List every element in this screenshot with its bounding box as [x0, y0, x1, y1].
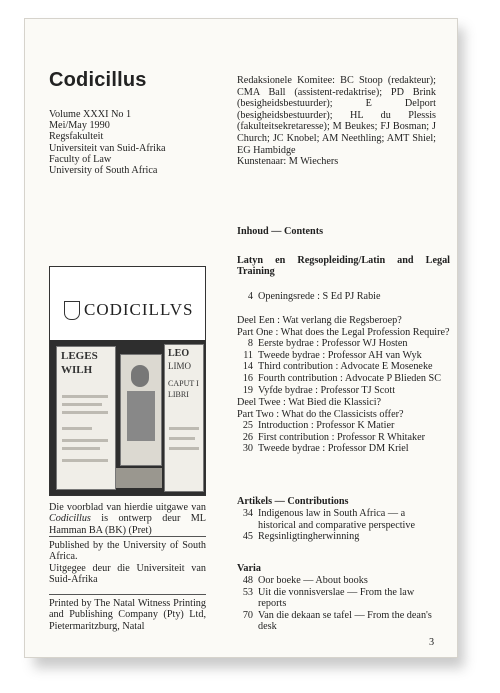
- page-number: 3: [429, 637, 435, 648]
- art-text-4: LIMO: [168, 361, 191, 371]
- divider: [49, 594, 206, 595]
- toc-entry: [237, 338, 452, 350]
- toc-entry: [237, 420, 452, 432]
- articles-list: [237, 508, 437, 543]
- art-text-5: CAPUT I: [168, 379, 199, 388]
- toc-entry-title: Regsinligtingherwinning: [258, 531, 360, 543]
- divider: [49, 536, 206, 537]
- art-text-2: WILH: [61, 364, 93, 376]
- contents-heading: Inhoud — Contents: [237, 226, 324, 237]
- committee-text: Redaksionele Komitee: BC Stoop (redakteur); CMA Ball (assistent-redaktrise); PD Brink (besigheidsbestuurder); E Delport (besigheidsbestuurder); HL du Plessis (fakulteitsekretaresse); M Beukes; FJ Bosman; J Church; JC Knobel; AM Neethling; AMT Shiel; EG Hambidge: [237, 75, 436, 156]
- art-text-6: LIBRI: [168, 390, 189, 399]
- masthead: [49, 109, 166, 176]
- toc-entry-title: Openingsrede : S Ed PJ Rabie: [258, 291, 381, 302]
- contents-list-intro: [237, 291, 452, 303]
- section-heading-latin: Latyn en Regsopleiding/Latin and Legal Training: [237, 255, 450, 278]
- toc-entry: [237, 587, 437, 610]
- toc-entry-title: Uit die vonnisverslae — From the law reports: [258, 586, 415, 610]
- artwork-figure-panel: [120, 354, 162, 466]
- art-text-1: LEGES: [61, 350, 98, 362]
- publisher-af: Uitgegee deur die Universiteit van Suid-Afrika: [49, 562, 206, 586]
- page-title: Codicillus: [49, 69, 147, 91]
- toc-page-number: 53: [242, 586, 253, 598]
- toc-page-number: 34: [242, 508, 253, 519]
- toc-entry: [237, 575, 437, 587]
- toc-entry-title: First contribution : Professor R Whitaker: [258, 431, 426, 443]
- toc-entry: [237, 385, 452, 397]
- toc-entry: [237, 443, 452, 455]
- toc-entry-title: Vyfde bydrae : Professor TJ Scott: [258, 384, 396, 396]
- university-af-line: Universiteit van Suid-Afrika: [49, 142, 166, 154]
- part-one: [237, 315, 452, 396]
- toc-entry: [237, 531, 437, 543]
- varia-list: [237, 575, 437, 633]
- toc-entry-title: Introduction : Professor K Matier: [258, 420, 395, 432]
- artwork-book-page-right: [164, 344, 204, 492]
- publisher-en: Published by the University of South Africa.: [49, 540, 206, 563]
- cover-artwork: [50, 340, 205, 495]
- toc-entry: [237, 508, 437, 531]
- toc-page-number: 45: [242, 531, 253, 543]
- part-two-heading-en: Part Two : What do the Classicists offer?: [237, 408, 404, 420]
- volume-line: Volume XXXI No 1: [49, 109, 132, 120]
- toc-entry: [237, 610, 437, 633]
- cover-image: [49, 266, 206, 496]
- art-text-3: LEO: [168, 348, 190, 359]
- part-one-heading-af: Deel Een : Wat verlang die Regsberoep?: [237, 315, 402, 326]
- faculty-en-line: Faculty of Law: [49, 153, 112, 165]
- printer-note: Printed by The Natal Witness Printing and Publishing Company (Pty) Ltd, Pietermaritzburg, Natal: [49, 598, 206, 632]
- faculty-af-line: Regsfakulteit: [49, 131, 104, 143]
- caption-text-start: Die voorblad van hierdie uitgawe van: [49, 502, 206, 513]
- artwork-book-page-left: [56, 346, 116, 490]
- artwork-scroll: [116, 468, 162, 488]
- caption-text-end: is ontwerp deur ML Hamman BA (BK) (Pret): [49, 513, 206, 536]
- cover-logo-text: CODICILLVS: [84, 300, 194, 319]
- toc-entry: [237, 361, 452, 373]
- toc-page-number: 14: [242, 361, 253, 373]
- toc-page-number: 30: [242, 443, 253, 455]
- publisher-note: [49, 540, 206, 586]
- part-one-heading-en: Part One : What does the Legal Profession Require?: [237, 326, 450, 338]
- part-two: [237, 397, 452, 455]
- university-en-line: University of South Africa: [49, 165, 158, 177]
- varia-heading: Varia: [237, 563, 261, 574]
- toc-entry: [237, 373, 452, 385]
- toc-page-number: 26: [242, 431, 253, 443]
- toc-entry-title: Indigenous law in South Africa — a historical and comparative perspective: [258, 508, 415, 531]
- toc-entry: [237, 291, 452, 303]
- caption-journal-name: Codicillus: [49, 513, 91, 525]
- toc-page-number: 11: [243, 349, 253, 361]
- toc-page-number: 25: [242, 420, 253, 432]
- toc-entry-title: Eerste bydrae : Professor WJ Hosten: [258, 338, 408, 350]
- toc-entry-title: Tweede bydrae : Professor DM Kriel: [258, 443, 409, 455]
- toc-entry-title: Third contribution : Advocate E Moseneke: [258, 361, 433, 373]
- editorial-committee: [237, 75, 436, 168]
- articles-heading: Artikels — Contributions: [237, 496, 349, 507]
- part-two-heading-af: Deel Twee : Wat Bied die Klassici?: [237, 397, 382, 408]
- university-crest-icon: [64, 301, 80, 320]
- toc-entry-title: Tweede bydrae : Professor AH van Wyk: [258, 349, 422, 361]
- document-page: [24, 18, 458, 658]
- toc-page-number: 16: [242, 372, 253, 384]
- toc-page-number: 70: [242, 609, 253, 621]
- artist-credit: Kunstenaar: M Wiechers: [237, 156, 339, 168]
- toc-entry-title: Oor boeke — About books: [258, 575, 368, 586]
- date-line: Mei/May 1990: [49, 120, 110, 132]
- toc-entry-title: Fourth contribution : Advocate P Blieden SC: [258, 372, 441, 384]
- toc-entry: [237, 432, 452, 444]
- toc-page-number: 4: [247, 291, 253, 302]
- toc-page-number: 48: [242, 575, 253, 586]
- cover-caption: [49, 502, 206, 536]
- toc-page-number: 8: [247, 338, 253, 350]
- toc-entry-title: Van die dekaan se tafel — From the dean's desk: [258, 609, 432, 633]
- toc-page-number: 19: [242, 384, 253, 396]
- toc-entry: [237, 350, 452, 362]
